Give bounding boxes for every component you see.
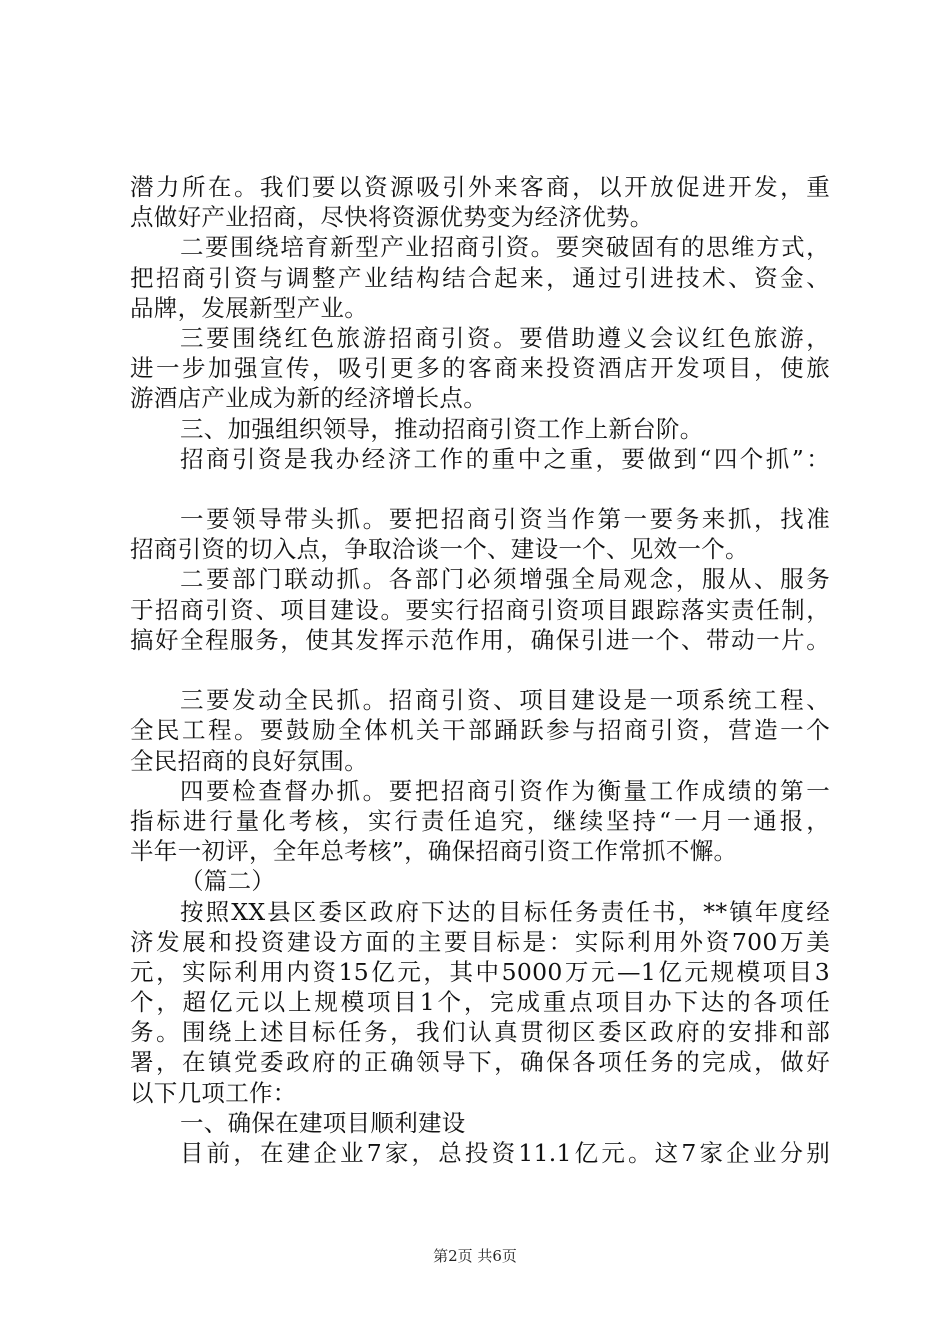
text-line: 招商引资的切入点，争取洽谈一个、建设一个、见效一个。: [130, 535, 749, 564]
blank-line: [130, 474, 830, 504]
text-line: 招商引资是我办经济工作的重中之重，要做到“四个抓”：: [180, 444, 830, 473]
text-line: 务。围绕上述目标任务，我们认真贯彻区委区政府的安排和部: [130, 1018, 830, 1047]
text-line: 把招商引资与调整产业结构结合起来，通过引进技术、资金、: [130, 263, 830, 292]
section-heading: 三、加强组织领导，推动招商引资工作上新台阶。: [180, 414, 704, 443]
section-heading: （篇二）: [180, 867, 276, 896]
text-line: 全民工程。要鼓励全体机关干部踊跃参与招商引资，营造一个: [130, 716, 830, 745]
text-line: 进一步加强宣传，吸引更多的客商来投资酒店开发项目，使旅: [130, 354, 830, 383]
text-line: 点做好产业招商，尽快将资源优势变为经济优势。: [130, 203, 654, 232]
page-number-footer: 第2页 共6页: [433, 1247, 517, 1265]
text-line: 个，超亿元以上规模项目1个，完成重点项目办下达的各项任: [130, 988, 830, 1017]
document-body: [130, 172, 830, 1168]
text-line: 二要围绕培育新型产业招商引资。要突破固有的思维方式，: [180, 233, 830, 262]
text-line: 三要围绕红色旅游招商引资。要借助遵义会议红色旅游，: [180, 323, 830, 352]
text-line: 目前，在建企业7家，总投资11.1亿元。这7家企业分别: [180, 1139, 830, 1167]
text-line: 署，在镇党委政府的正确领导下，确保各项任务的完成，做好: [130, 1048, 830, 1077]
text-line: 以下几项工作：: [130, 1078, 297, 1107]
text-line: 三要发动全民抓。招商引资、项目建设是一项系统工程、: [180, 686, 830, 715]
text-line: 济发展和投资建设方面的主要目标是：实际利用外资700万美: [130, 927, 830, 956]
text-line: 潜力所在。我们要以资源吸引外来客商，以开放促进开发，重: [130, 173, 830, 201]
text-line: 全民招商的良好氛围。: [130, 746, 368, 775]
text-line: 元，实际利用内资15亿元，其中5000万元—1亿元规模项目3: [130, 957, 830, 986]
text-line: 品牌，发展新型产业。: [130, 293, 368, 322]
blank-line: [130, 655, 830, 685]
text-line: 二要部门联动抓。各部门必须增强全局观念，服从、服务: [180, 565, 830, 594]
section-heading: 一、确保在建项目顺利建设: [180, 1108, 466, 1137]
text-line: 一要领导带头抓。要把招商引资当作第一要务来抓，找准: [180, 505, 830, 534]
text-line: 于招商引资、项目建设。要实行招商引资项目跟踪落实责任制，: [130, 595, 830, 624]
text-line: 半年一初评，全年总考核”，确保招商引资工作常抓不懈。: [130, 837, 738, 866]
text-line: 按照XX县区委区政府下达的目标任务责任书，**镇年度经: [180, 897, 830, 926]
text-line: 指标进行量化考核，实行责任追究，继续坚持“一月一通报，: [130, 806, 830, 835]
text-line: 游酒店产业成为新的经济增长点。: [130, 384, 487, 413]
text-line: 四要检查督办抓。要把招商引资作为衡量工作成绩的第一: [180, 776, 830, 805]
text-line: 搞好全程服务，使其发挥示范作用，确保引进一个、带动一片。: [130, 625, 830, 654]
